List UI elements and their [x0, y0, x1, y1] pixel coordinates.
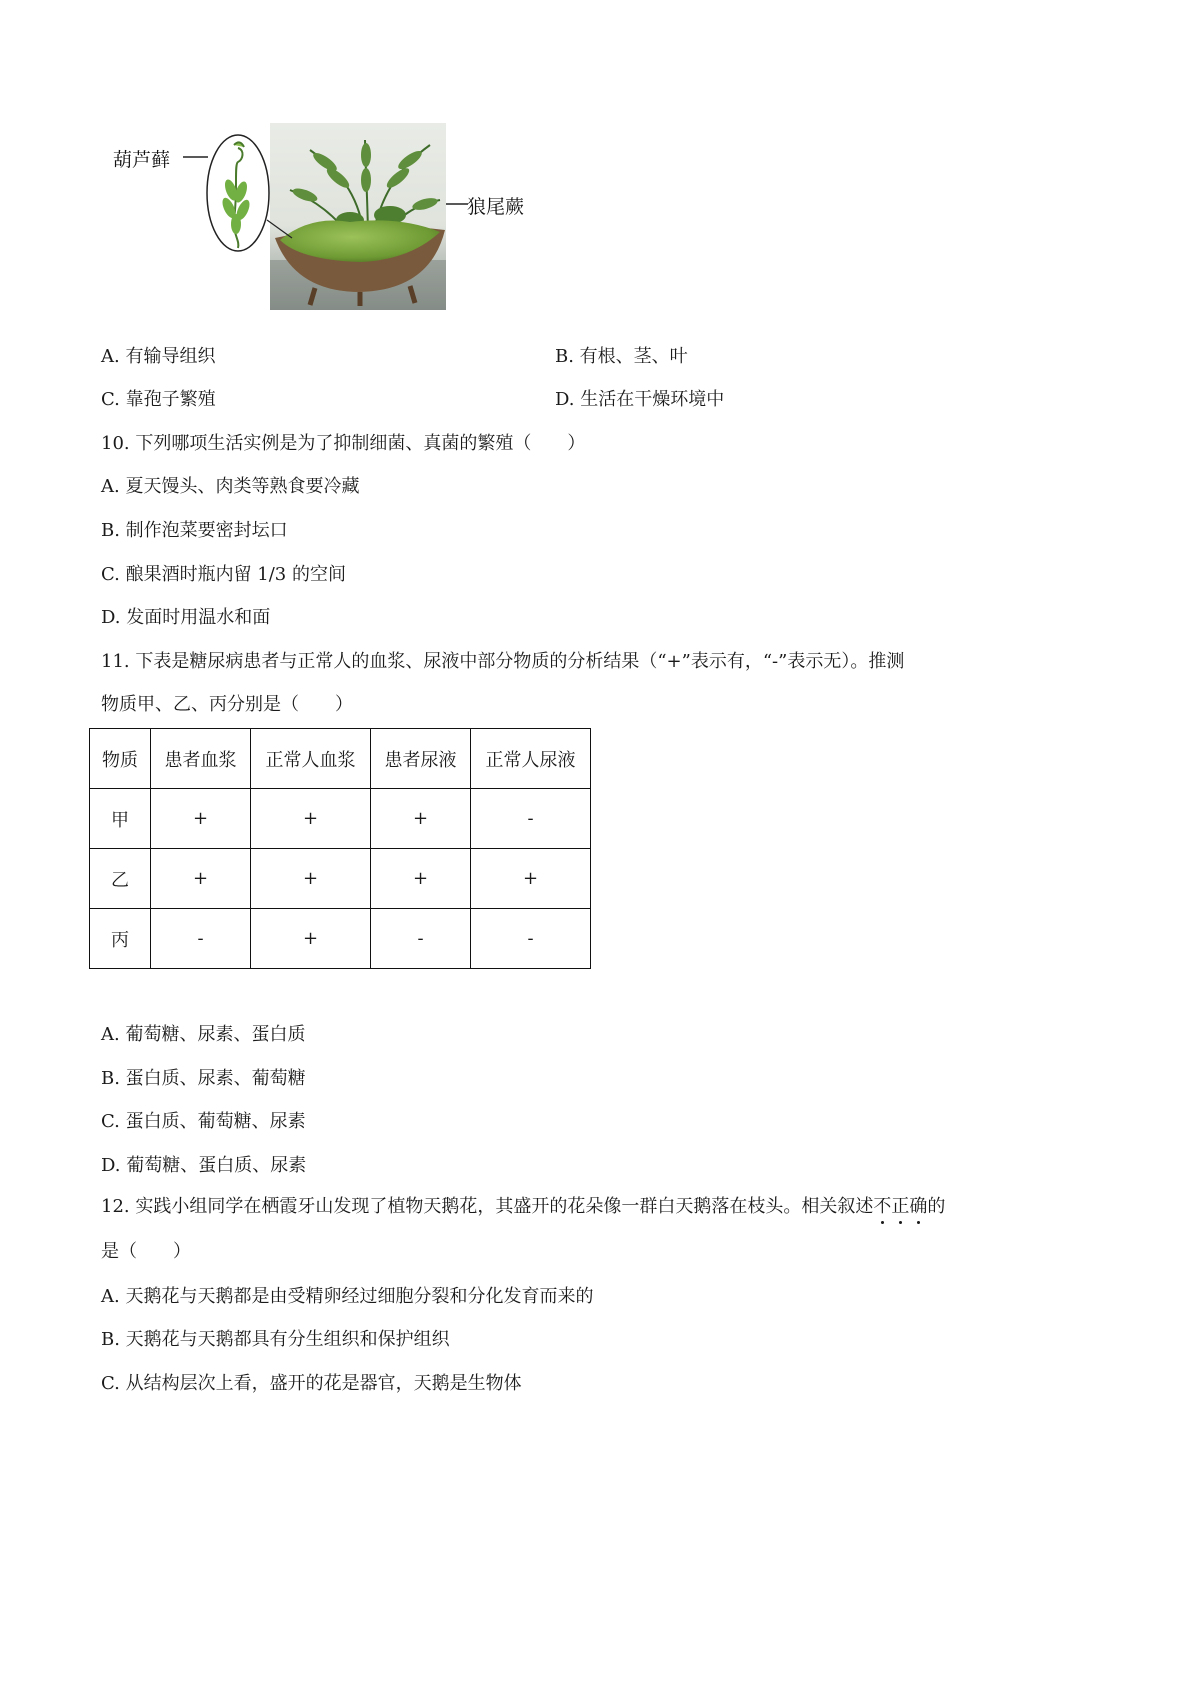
- header-cell: 患者尿液: [371, 729, 471, 789]
- table-cell: +: [371, 849, 471, 909]
- q11-stem-line1: 11. 下表是糖尿病患者与正常人的血浆、尿液中部分物质的分析结果（“+”表示有，“-”表示无）。推测: [101, 651, 905, 672]
- table-cell: -: [471, 789, 591, 849]
- header-cell: 物质: [90, 729, 151, 789]
- header-cell: 正常人尿液: [471, 729, 591, 789]
- plant-figure: [110, 120, 540, 315]
- table-cell: 丙: [90, 909, 151, 969]
- table-cell: -: [371, 909, 471, 969]
- q12-option-b: B. 天鹅花与天鹅都具有分生组织和保护组织: [101, 1329, 450, 1350]
- header-cell: 正常人血浆: [251, 729, 371, 789]
- table-cell: +: [371, 789, 471, 849]
- q12-stem-line2: 是（ ）: [101, 1241, 191, 1262]
- table-cell: +: [251, 789, 371, 849]
- q12-stem-line1: [101, 1195, 945, 1219]
- table-cell: 乙: [90, 849, 151, 909]
- header-cell: 患者血浆: [151, 729, 251, 789]
- table-row: [90, 849, 591, 909]
- table-cell: +: [251, 849, 371, 909]
- q12-option-a: A. 天鹅花与天鹅都是由受精卵经过细胞分裂和分化发育而来的: [101, 1286, 594, 1307]
- q10-option-c: C. 酿果酒时瓶内留 1/3 的空间: [101, 564, 346, 585]
- table-cell: -: [151, 909, 251, 969]
- table-row: [90, 789, 591, 849]
- q11-option-c: C. 蛋白质、葡萄糖、尿素: [101, 1111, 306, 1132]
- table-row: [90, 909, 591, 969]
- q11-option-a: A. 葡萄糖、尿素、蛋白质: [101, 1024, 306, 1045]
- q11-stem-line2: 物质甲、乙、丙分别是（ ）: [101, 694, 353, 715]
- q10-option-a: A. 夏天馒头、肉类等熟食要冷藏: [101, 476, 360, 497]
- emphasis-char: 确: [909, 1196, 928, 1217]
- q12-option-c: C. 从结构层次上看，盛开的花是器官，天鹅是生物体: [101, 1373, 522, 1394]
- table-cell: +: [151, 849, 251, 909]
- q12-stem-end: 的: [927, 1196, 946, 1217]
- q9-option-c: C. 靠孢子繁殖: [101, 389, 216, 410]
- table-cell: +: [151, 789, 251, 849]
- table-cell: 甲: [90, 789, 151, 849]
- table-cell: -: [471, 909, 591, 969]
- q9-option-a: A. 有输导组织: [101, 346, 216, 367]
- moss-label: 葫芦藓: [113, 149, 171, 171]
- q9-option-b: B. 有根、茎、叶: [555, 346, 688, 367]
- table-header-row: [90, 729, 591, 789]
- q10-stem: 10. 下列哪项生活实例是为了抑制细菌、真菌的繁殖（ ）: [101, 433, 586, 454]
- table-cell: +: [251, 909, 371, 969]
- q10-option-b: B. 制作泡菜要密封坛口: [101, 520, 288, 541]
- table-cell: +: [471, 849, 591, 909]
- q11-option-d: D. 葡萄糖、蛋白质、尿素: [101, 1155, 307, 1176]
- q10-option-d: D. 发面时用温水和面: [101, 607, 271, 628]
- q12-stem-main: 12. 实践小组同学在栖霞牙山发现了植物天鹅花，其盛开的花朵像一群白天鹅落在枝头。相关叙述: [101, 1196, 874, 1217]
- q9-option-d: D. 生活在干燥环境中: [555, 389, 725, 410]
- emphasis-char: 正: [891, 1196, 910, 1217]
- q11-table: [89, 728, 591, 969]
- fern-label: 狼尾蕨: [467, 196, 525, 218]
- emphasis-char: 不: [873, 1196, 892, 1217]
- q11-option-b: B. 蛋白质、尿素、葡萄糖: [101, 1068, 306, 1089]
